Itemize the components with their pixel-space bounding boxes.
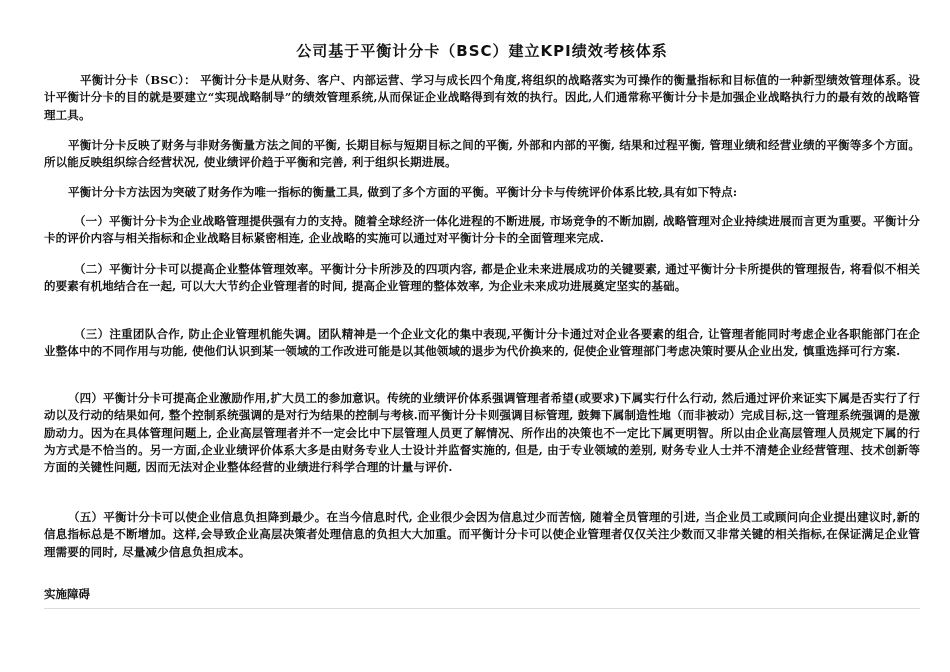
paragraph-feature-1-strategy: （一）平衡计分卡为企业战略管理提供强有力的支持。随着全球经济一体化进程的不断进展, 市场竞争的不断加剧, 战略管理对企业持续进展而言更为重要。平衡计分卡的评价内容与相关指标和企业战略目标紧密相连, 企业战略的实施可以通过对平衡计分卡的全面管理来完成. [44, 214, 920, 246]
paragraph-bsc-definition: 平衡计分卡（BSC）： 平衡计分卡是从财务、客户、内部运营、学习与成长四个角度,将组织的战略落实为可操作的衡量指标和目标值的一种新型绩效管理体系。设计平衡计分卡的目的就是要建立“实现战略制导”的绩效管理系统,从而保证企业战略得到有效的执行。因此,人们通常称平衡计分卡是加强企业战略执行力的最有效的战略管理工具。 [44, 73, 920, 122]
paragraph-feature-4-motivation: （四）平衡计分卡可提高企业激励作用,扩大员工的参加意识。传统的业绩评价体系强调管理者希望(或要求)下属实行什么行动, 然后通过评价来证实下属是否实行了行动以及行动的结果如何, 整个控制系统强调的是对行为结果的控制与考核.而平衡计分卡则强调目标管理, 鼓舞下属制造性地（而非被动）完成目标,这一管理系统强调的是激励动力。因为在具体管理问题上, 企业高层管理者并不一定会比中下层管理人员更了解情况、所作出的决策也不一定比下属更明智。所以由企业高层管理人员规定下属的行为方式是不恰当的。另一方面,企业业绩评价体系大多是由财务专业人士设计并监督实施的, 但是, 由于专业领域的差别, 财务专业人士并不清楚企业经营管理、技术创新等方面的关键性问题, 因而无法对企业整体经营的业绩进行科学合理的计量与评价. [44, 391, 920, 475]
paragraph-feature-2-efficiency: （二）平衡计分卡可以提高企业整体管理效率。平衡计分卡所涉及的四项内容, 都是企业未来进展成功的关键要素, 通过平衡计分卡所提供的管理报告, 将看似不相关的要素有机地结合在一起, 可以大大节约企业管理者的时间, 提高企业管理的整体效率, 为企业未来成功进展奠定坚实的基础。 [44, 262, 920, 294]
section-heading-obstacles: 实施障碍 [44, 587, 90, 601]
paragraph-feature-5-information: （五）平衡计分卡可以使企业信息负担降到最少。在当今信息时代, 企业很少会因为信息过少而苦恼, 随着全员管理的引进, 当企业员工或顾问向企业提出建议时,新的信息指标总是不断增加。这样,会导致企业高层决策者处理信息的负担大大加重。而平衡计分卡可以使企业管理者仅仅关注少数而又非常关键的相关指标,在保证满足企业管理需要的同时, 尽量减少信息负担成本。 [44, 510, 920, 559]
paragraph-bsc-features-intro: 平衡计分卡方法因为突破了财务作为唯一指标的衡量工具, 做到了多个方面的平衡。平衡计分卡与传统评价体系比较,具有如下特点: [68, 185, 738, 199]
paragraph-bsc-balance: 平衡计分卡反映了财务与非财务衡量方法之间的平衡, 长期目标与短期目标之间的平衡, 外部和内部的平衡, 结果和过程平衡, 管理业绩和经营业绩的平衡等多个方面。所以能反映组织综合经营状况, 使业绩评价趋于平衡和完善, 利于组织长期进展。 [44, 138, 920, 170]
section-divider [44, 608, 920, 609]
paragraph-feature-3-teamwork: （三）注重团队合作, 防止企业管理机能失调。团队精神是一个企业文化的集中表现,平衡计分卡通过对企业各要素的组合, 让管理者能同时考虑企业各职能部门在企业整体中的不同作用与功能, 使他们认识到某一领域的工作改进可能是以其他领域的退步为代价换来的, 促使企业管理部门考虑决策时要从企业出发, 慎重选择可行方案. [44, 327, 920, 359]
document-title: 公司基于平衡计分卡（BSC）建立KPI绩效考核体系 [296, 42, 668, 60]
document-page [44, 0, 920, 672]
